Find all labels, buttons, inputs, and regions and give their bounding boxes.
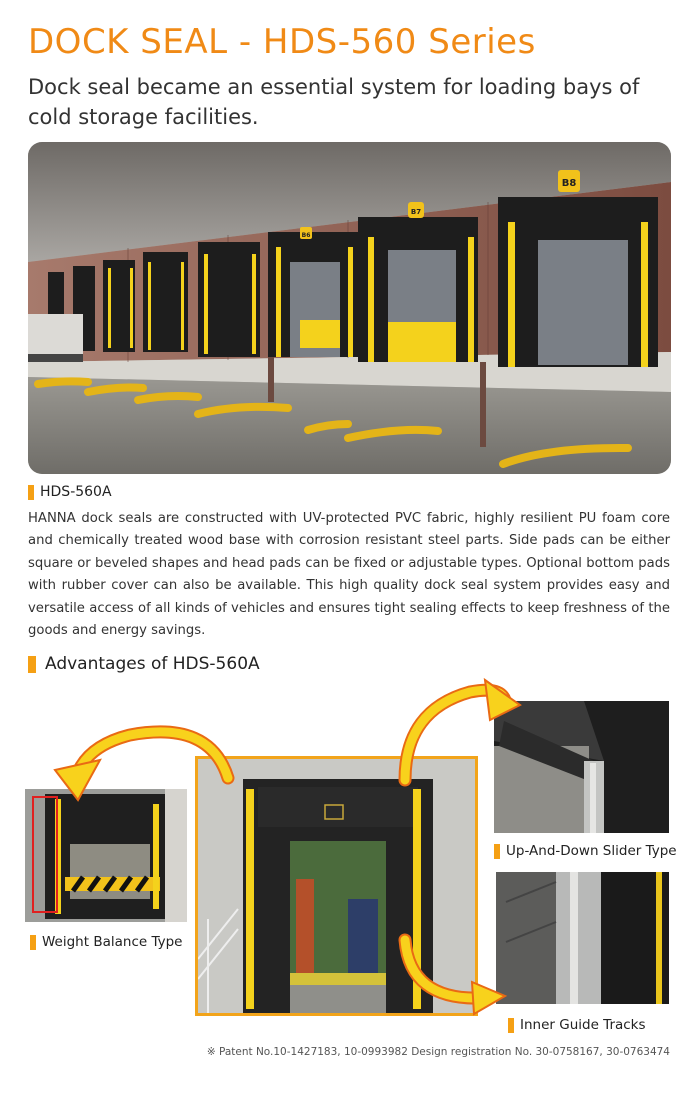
heading-text: Advantages of HDS-560A: [45, 654, 260, 674]
photo-dock-seal-main: [195, 756, 478, 1016]
heading-marker: [28, 485, 34, 500]
bay-label: B6: [301, 232, 311, 239]
photo-up-down-slider: [494, 701, 669, 833]
caption-text: Weight Balance Type: [42, 934, 183, 950]
caption-text: Inner Guide Tracks: [520, 1017, 646, 1033]
section-heading-advantages: [28, 654, 260, 674]
heading-marker: [28, 656, 36, 673]
caption-weight-balance: [30, 934, 182, 950]
photo-weight-balance: [25, 789, 187, 922]
caption-text: Up-And-Down Slider Type: [506, 843, 677, 859]
section-heading-hds560a: [28, 484, 112, 500]
bay-label: B8: [561, 178, 577, 189]
caption-marker: [494, 844, 500, 859]
bay-label: B7: [410, 208, 422, 216]
hero-photo-loading-bays: [28, 142, 671, 474]
patent-note: ※ Patent No.10-1427183, 10-0993982 Design registration No. 30-0758167, 30-0763474: [206, 1046, 670, 1058]
heading-text: HDS-560A: [40, 484, 112, 500]
caption-marker: [30, 935, 36, 950]
caption-inner-guide: [508, 1017, 646, 1033]
caption-slider: [494, 843, 677, 859]
page-title: DOCK SEAL - HDS-560 Series: [28, 22, 536, 62]
photo-inner-guide-tracks: [496, 872, 669, 1004]
product-description: HANNA dock seals are constructed with UV-protected PVC fabric, highly resilient PU foam core and chemically treated wood base with corrosion resistant steel parts. Side pads can be either square or beveled shapes and head pads can be fixed or adjustable types. Optional bottom pads with rubber cover can also be available. This high quality dock seal system provides easy and versatile access of all kinds of vehicles and ensures tight sealing effects to keep freshness of the goods and energy savings.: [28, 511, 670, 639]
caption-marker: [508, 1018, 514, 1033]
page-subtitle: Dock seal became an essential system for loading bays of cold storage facilities.: [28, 75, 640, 129]
